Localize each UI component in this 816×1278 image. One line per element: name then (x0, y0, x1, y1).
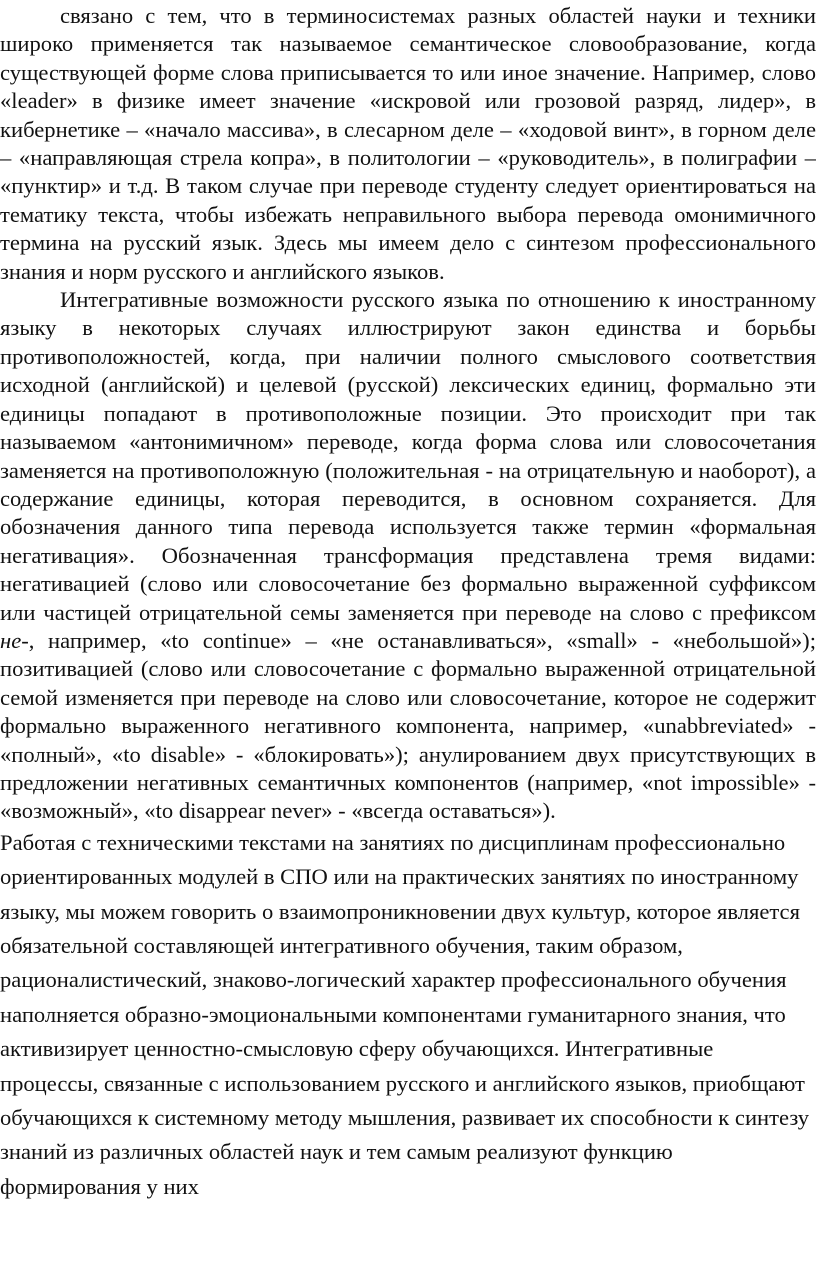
paragraph-semantic-word-formation: связано с тем, что в терминосистемах разных областей науки и техники широко применяется так называемое семантическое словообразование, когда существующей форме слова приписывается то или иное значение. Например, слово «leader» в физике имеет значение «искровой или грозовой разряд, лидер», в кибернетике – «начало массива», в слесарном деле – «ходовой винт», в горном деле – «направляющая стрела копра», в политологии – «руководитель», в полиграфии – «пунктир» и т.д. В таком случае при переводе студенту следует ориентироваться на тематику текста, чтобы избежать неправильного выбора перевода омонимичного термина на русский язык. Здесь мы имеем дело с синтезом профессионального знания и норм русского и английского языков. (0, 3, 816, 284)
paragraph-antonymic-text-start: Интегративные возможности русского языка по отношению к иностранному языку в некоторых случаях иллюстрируют закон единства и борьбы противоположностей, когда, при наличии полного смыслового соответствия исходной (английской) и целевой (русской) лексических единиц, формально эти единицы попадают в противоположные позиции. Это происходит при так называемом «антонимичном» переводе, когда форма слова или словосочетания заменяется на противоположную (положительная - на отрицательную и наоборот), а содержание единицы, которая переводится, в основном сохраняется. Для обозначения данного типа перевода используется также термин «формальная негативация». Обозначенная трансформация представлена тремя видами: негативацией (слово или словосочетание без формально выраженной суффиксом или частицей отрицательной семы заменяется при переводе на слово с префиксом (0, 287, 816, 625)
paragraph-integrative-learning: Работая с техническими текстами на занятиях по дисциплинам профессионально ориентированных модулей в СПО или на практических занятиях по иностранному языку, мы можем говорить о взаимопроникновении двух культур, которое является обязательной составляющей интегративного обучения, таким образом, рационалистический, знаково-логический характер профессионального обучения наполняется образно-эмоциональными компонентами гуманитарного знания, что активизирует ценностно-смысловую сферу обучающихся. Интегративные процессы, связанные с использованием русского и английского языков, приобщают обучающихся к системному методу мышления, развивает их способности к синтезу знаний из различных областей наук и тем самым реализуют функцию формирования у них (0, 829, 810, 1199)
prefix-italic: не- (0, 627, 29, 653)
paragraph-antonymic-translation (0, 286, 816, 826)
paragraph-antonymic-text-end: , например, «to continue» – «не останавливаться», «small» - «небольшой»); позитивацией (слово или словосочетание с формально выраженной отрицательной семой изменяется при переводе на слово или словосочетание, которое не содержит формально выраженного негативного компонента, например, «unabbreviated» - «полный», «to disable» - «блокировать»); анулированием двух присутствующих в предложении негативных семантичных компонентов (например, «not impossible» - «возможный», «to disappear never» - «всегда оставаться»). (0, 627, 816, 824)
